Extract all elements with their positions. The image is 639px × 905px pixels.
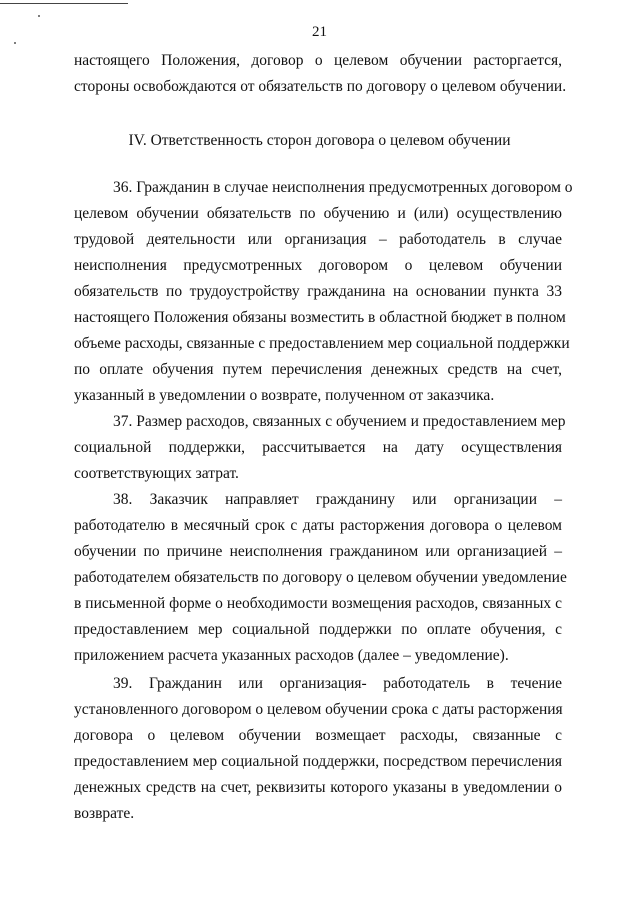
- paragraph-39-first-line: 39. Гражданин или организация- работодатель в течение: [113, 675, 562, 692]
- paragraph-37-first-line: 37. Размер расходов, связанных с обучением и предоставлением мер: [113, 413, 566, 430]
- text-line: предоставлением мер социальной поддержки, посредством перечисления: [74, 753, 562, 770]
- scan-speck: [14, 42, 16, 44]
- text-line: установленного договором о целевом обучении срока с даты расторжения: [74, 701, 563, 718]
- text-line: возврате.: [74, 805, 135, 822]
- text-line: в письменной форме о необходимости возмещения расходов, связанных с: [74, 595, 562, 612]
- text-line: указанный в уведомлении о возврате, полученном от заказчика.: [74, 387, 495, 404]
- text-line: настоящего Положения, договор о целевом обучении расторгается,: [74, 52, 562, 69]
- text-line: работодателю в месячный срок с даты расторжения договора о целевом: [74, 517, 562, 534]
- text-line: соответствующих затрат.: [74, 465, 239, 482]
- text-line: обязательств по трудоустройству гражданина на основании пункта 33: [74, 283, 562, 300]
- paragraph-36-first-line: 36. Гражданин в случае неисполнения предусмотренных договором о: [113, 179, 573, 196]
- text-line: договора о целевом обучении возмещает расходы, связанные с: [74, 727, 562, 744]
- text-line: трудовой деятельности или организация – работодатель в случае: [74, 231, 562, 248]
- section-heading: IV. Ответственность сторон договора о целевом обучении: [128, 132, 511, 149]
- text-line: обучении по причине неисполнения гражданином или организацией –: [74, 543, 562, 560]
- text-line: денежных средств на счет, реквизиты которого указаны в уведомлении о: [74, 779, 562, 796]
- text-line: объеме расходы, связанные с предоставлением мер социальной поддержки: [74, 335, 570, 352]
- text-line: неисполнения предусмотренных договором о целевом обучении: [74, 257, 562, 274]
- page-number: 21: [312, 24, 327, 40]
- text-line: целевом обучении обязательств по обучению и (или) осуществлению: [74, 205, 562, 222]
- text-line: социальной поддержки, рассчитывается на дату осуществления: [74, 439, 562, 456]
- text-line: по оплате обучения путем перечисления денежных средств на счет,: [74, 361, 562, 378]
- text-line: настоящего Положения обязаны возместить в областной бюджет в полном: [74, 309, 566, 326]
- text-line: стороны освобождаются от обязательств по договору о целевом обучении.: [74, 78, 567, 95]
- text-line: работодателем обязательств по договору о целевом обучении уведомление: [74, 569, 567, 586]
- text-line: предоставлением мер социальной поддержки по оплате обучения, с: [74, 621, 562, 638]
- text-line: приложением расчета указанных расходов (далее – уведомление).: [74, 647, 509, 664]
- top-scan-rule: [0, 3, 128, 4]
- scan-speck: [38, 15, 40, 17]
- paragraph-38-first-line: 38. Заказчик направляет гражданину или организации –: [113, 491, 562, 508]
